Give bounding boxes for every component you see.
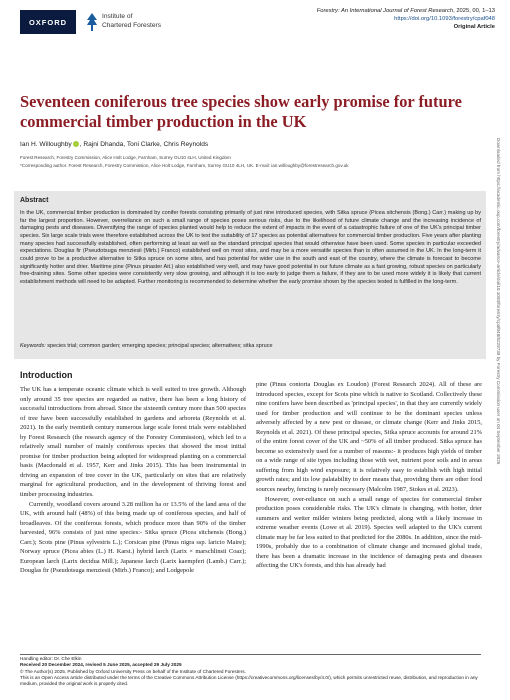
corresponding-author: *Corresponding author. Forest Research, Forestry Commission, Alice Holt Lodge, Farnham, Surrey GU10 4LH, UK. E-mail: ian.willoughby@forestresearch.gov.uk: [20, 163, 349, 168]
copyright: © The Author(s) 2025. Published by Oxford University Press on behalf of the Institute of Chartered Foresters.: [20, 668, 246, 674]
journal-citation: Forestry: An International Journal of Forest Research, 2025, 00, 1–13: [316, 8, 495, 14]
abstract-heading: Abstract: [20, 197, 49, 204]
keywords-label: Keywords:: [20, 343, 46, 349]
intro-paragraph-2-cont: pine (Pinus contorta Douglas ex Loudon) (Forest Research 2024). All of these are introduced species, except for Scots pine which is native to Scotland. Collectively these nine conifers have been described as 'principal species', in that they are currently widely used for timber production and will continue to be the dominant species unless adversely affected by a new pest or disease, or climate change (Kerr and Jinks 2015, Reynolds et al. 2021). Of these principal species, Sitka spruce accounts for around 21% of the entire forest cover of the UK and ~50% of all timber produced. Sitka spruce has become so extensively used for a number of reasons:- it produces high yields of timber on a wide range of site types including those with wet, nutrient poor soils and in areas suffering from high wind exposure; it is relatively easy to establish with high initial growth rates; and its low palatability to deer means that, providing there are other food sources nearby, fencing is rarely necessary (Malcolm 1987, Stokes et al. 2023).: [256, 381, 482, 494]
article-footer: [20, 656, 481, 687]
body-column-left: [20, 385, 246, 576]
introduction-heading: Introduction: [20, 370, 73, 380]
keywords: [20, 343, 481, 349]
keywords-list: species trial; common garden; emerging species; principal species; alternatives; sitka spruce: [45, 343, 273, 349]
article-dates: Received 20 December 2024, revised 5 June 2025, accepted 29 July 2025: [20, 662, 182, 668]
intro-paragraph-2: Currently, woodland covers around 3.28 million ha or 13.5% of the land area of the UK, with around half (48%) of this being made up of coniferous species, and half of broadleaves. Of the coniferous forests, which produce more than 90% of the timber harvested, 96% consists of just nine species:- Sitka spruce (Picea sitchensis (Bong.) Carr.); Scots pine (Pinus sylvestris L.); Corsican pine (Pinus nigra ssp. laricio Maire); Norway spruce (Picea abies (L.) H. Karst.) hybrid larch (Larix × marschlinsii Coaz); European larch (Larix decidua Mill.); Japanese larch (Larix kaempferi (Lamb.) Carr.); Douglas fir (Pseudotsuga menziesii (Mirb.) Franco); and Lodgepole: [20, 500, 246, 575]
download-side-note: Downloaded from https://academic.oup.com/forestry/advance-article/doi/10.1093/forestry/cpaf048/8229739 by Forestry Commission user on 04 September 2025: [496, 138, 501, 465]
icf-logo[interactable]: [86, 10, 176, 34]
journal-info: [317, 7, 495, 32]
footer-divider: [20, 654, 481, 655]
abstract-text: In the UK, commercial timber production is dominated by conifer forests consisting primarily of just nine introduced species, with Sitka spruce (Picea sitchensis (Bong.) Carr.) making up by far the largest proportion. However, overreliance on such a small range of species poses serious risks, due to the likelihood of future climate change and the increasing incidence of damaging pests and diseases. Diversifying the range of species planted would help to reduce the extent of impacts in the event of a catastrophic failure of one of the UK's principal timber species. Six large scale trials were therefore established across the UK to test the suitability of 17 species as potential alternatives for commercial timber production. Five years after planting many species had successfully established, often performing at least as well as the standard principal species that would otherwise have been used. Some species in particular exceeded expectations. Douglas fir (Pseudotsuga menziesii (Mirb.) Franco) established well on most sites, and may be a more versatile species than is often assumed in the UK. In the long-term it could prove to be a productive alternative to Sitka spruce on some sites, and has potential for wider use in the south and east of the country, where the climate is forecast to become significantly hotter and drier. Maritime pine (Pinus pinaster Ait.) also established very well, and may have good potential in our future climate as a fast growing, robust species on particularly free-draining sites. Some other species were consistently very slow growing, and although it is too early to judge them a failure, if they are to be used more widely it is likely that current establishment methods will need to be adapted. Further monitoring is recommended to determine whether the early promise shown by the species tested is fulfilled in the long-term.: [20, 210, 481, 285]
article-title: Seventeen coniferous tree species show early promise for future commercial timber production in the UK: [20, 92, 462, 131]
affiliation: Forest Research, Forestry Commission, Alice Holt Lodge, Farnham, Surrey GU10 4LH, United Kingdom: [20, 155, 231, 160]
author-first[interactable]: Ian H. Willoughby: [20, 141, 72, 148]
page-header: [20, 6, 495, 52]
orcid-icon[interactable]: [73, 141, 79, 147]
body-column-right: [256, 380, 482, 571]
doi-link[interactable]: https://doi.org/10.1093/forestry/cpaf048: [394, 16, 495, 23]
author-rest[interactable]: , Rajni Dhanda, Toni Clarke, Chris Reynolds: [79, 141, 209, 148]
license-statement: This is an Open Access article distributed under the terms of the Creative Commons Attribution License (https://creativecommons.org/licenses/by/4.0/), which permits unrestricted reuse, distribution, and reproduction in any medium, provided the original work is properly cited.: [20, 674, 478, 687]
article-type: Original Article: [453, 24, 495, 31]
icf-tree-icon: [86, 13, 98, 31]
intro-paragraph-1: The UK has a temperate oceanic climate which is well suited to tree growth. Although only around 35 tree species are regarded as native, there has been a long history of successful introductions from abroad. Since the sixteenth century more than 500 species of tree have been successfully established in gardens and arboreta (Reynolds et al. 2021). In the early twentieth century numerous large scale forest trials were established by Forest Research (the research agency of the Forestry Commission), which led to a relatively small number of mainly coniferous species that showed the most initial promise for timber production being adopted for widespread planting on a commercial basis (Macdonald et al. 1957, Kerr and Jinks 2015). This has been instrumental in driving an expansion of tree cover in the UK, particularly on sites that are relatively marginal for agricultural production, and in the development of thriving forest and timber processing industries.: [20, 386, 246, 499]
intro-paragraph-3: However, over-reliance on such a small range of species for commercial timber production poses considerable risks. The UK's climate is changing, with hotter, drier summers and wetter milder winters being predicted, along with a likely increase in extreme weather events (Lowe et al. 2019). Species well adapted to the UK's current climate may be far less suited to that predicted for the 2080s. In addition, since the mid-1990s, probably due to a combination of climate change and increased global trade, there has been a dramatic increase in the incidence of damaging pests and diseases affecting the UK's forests, and this has already had: [256, 495, 482, 570]
author-list: [20, 141, 480, 148]
oxford-logo[interactable]: OXFORD: [20, 10, 76, 34]
icf-logo-text: Institute of Chartered Foresters: [102, 13, 161, 29]
handling-editor: Handling editor: Dr. Che Elkin: [20, 656, 82, 661]
